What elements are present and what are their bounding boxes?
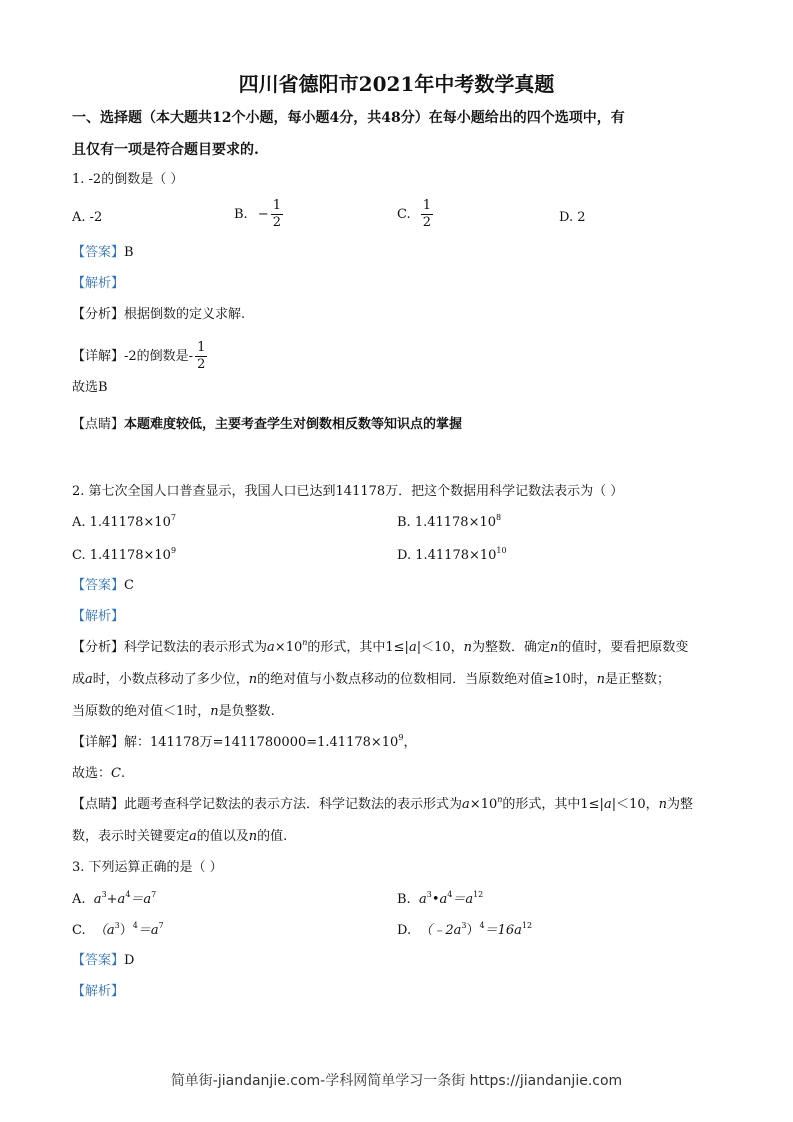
q1-option-b-fraction	[271, 198, 283, 231]
text: 故选：	[72, 766, 112, 781]
expr: ）	[466, 923, 480, 938]
text: 是正整数；	[604, 672, 670, 687]
exponent: 8	[496, 513, 502, 522]
q2-option-c	[72, 546, 176, 566]
expr: +a	[106, 892, 126, 907]
exponent: 4	[479, 921, 485, 930]
exponent: 4	[447, 890, 453, 899]
q2-dianjing-line2	[72, 827, 287, 847]
section-heading-line1: 一、选择题（本大题共12个小题，每小题4分，共48分）在每小题给出的四个选项中，有	[72, 110, 625, 126]
exponent: 3	[101, 890, 107, 899]
q1-option-c-fraction	[421, 198, 433, 231]
expr: ）	[119, 923, 133, 938]
text: 是负整数.	[218, 704, 275, 719]
fraction-numerator: 1	[272, 198, 282, 213]
exponent: 12	[473, 890, 484, 899]
fenxi-tag: 【分析】	[72, 640, 125, 655]
answer-tag: 【答案】	[72, 245, 125, 260]
exponent: 10	[496, 546, 507, 555]
expr: （a	[93, 923, 115, 938]
var-n: n	[658, 797, 668, 812]
text: 的值以及	[196, 829, 249, 844]
text: 的值时，要看把原数变	[558, 640, 689, 655]
q2-answer	[72, 576, 134, 596]
answer-value: B	[124, 245, 134, 260]
q3-answer	[72, 951, 134, 971]
xiangjie-tag: 【详解】	[72, 735, 125, 750]
fraction-denominator: 2	[197, 357, 206, 372]
q1-answer	[72, 243, 134, 263]
xiangjie-tag: 【详解】	[72, 349, 125, 364]
answer-tag: 【答案】	[72, 953, 125, 968]
var-a: a	[408, 640, 417, 655]
exponent: 3	[461, 921, 467, 930]
exponent: 3	[426, 890, 432, 899]
q2-stem: 2. 第七次全国人口普查显示，我国人口已达到141178万．把这个数据用科学记数法表示为（ ）	[72, 484, 624, 499]
dianjing-tag: 【点睛】	[72, 797, 125, 812]
text: |＜10，	[416, 640, 464, 655]
page-title: 四川省德阳市2021年中考数学真题	[238, 72, 555, 96]
q2-option-a	[72, 513, 176, 533]
var-n: n	[596, 672, 605, 687]
exponent: 9	[170, 546, 177, 555]
text: ×10	[469, 797, 498, 812]
option-label: C.	[72, 923, 86, 938]
var-n: n	[210, 704, 219, 719]
exponent: 3	[114, 921, 120, 930]
exponent: 4	[132, 921, 138, 930]
fraction-numerator: 1	[422, 198, 432, 213]
q1-fenxi	[72, 305, 245, 325]
q2-option-b-text: B. 1.41178×10	[397, 515, 497, 530]
expr: ＝16a	[484, 923, 522, 938]
q2-fenxi-line1	[72, 638, 688, 658]
q3-option-b	[397, 890, 483, 910]
footer-watermark: 简单街-jiandanjie.com-学科网简单学习一条街 https://jiandanjie.com	[170, 1073, 623, 1089]
q2-dianjing-line1	[72, 795, 693, 815]
q2-option-b	[397, 513, 501, 533]
option-label: A.	[72, 892, 86, 907]
q2-jiexi-tag: 【解析】	[72, 609, 125, 624]
q1-xiangjie	[72, 340, 209, 373]
q2-xiangjie	[72, 733, 416, 753]
q1-option-b-label: B.	[234, 207, 248, 222]
q1-option-c-label: C.	[397, 207, 411, 222]
var-a: a	[418, 892, 427, 907]
text: 为整	[667, 797, 694, 812]
text: ×10	[274, 640, 303, 655]
fenxi-text: 根据倒数的定义求解.	[124, 307, 246, 322]
text: 的形式，其中1≤|	[502, 797, 604, 812]
var-a: a	[189, 829, 197, 844]
q3-option-c	[72, 921, 164, 941]
q1-option-a: A. -2	[72, 210, 103, 225]
fraction-denominator: 2	[272, 215, 282, 230]
q1-dianjing	[72, 415, 462, 435]
text: 的形式，其中1≤|	[307, 640, 409, 655]
var-a: a	[462, 797, 470, 812]
exponent: 12	[521, 921, 533, 930]
q2-fenxi-line2	[72, 670, 670, 690]
q2-option-d-text: D. 1.41178×10	[397, 548, 497, 563]
section-heading-line2: 且仅有一项是符合题目要求的.	[72, 142, 259, 158]
option-label: B.	[397, 892, 411, 907]
q2-option-d	[397, 546, 507, 566]
var-n: n	[248, 672, 258, 687]
dianjing-tag: 【点睛】	[72, 417, 125, 432]
exponent: 7	[158, 921, 164, 930]
var-n: n	[248, 829, 258, 844]
q1-option-b-sign: −	[257, 207, 269, 222]
q3-option-d	[397, 921, 532, 941]
q3-jiexi-tag: 【解析】	[72, 984, 125, 999]
var-a: a	[603, 797, 612, 812]
text: |＜10，	[611, 797, 659, 812]
expr: •a	[431, 892, 448, 907]
expr: ＝a	[130, 892, 152, 907]
expr: ＝a	[137, 923, 159, 938]
exponent: 7	[151, 890, 157, 899]
q3-option-a	[72, 890, 156, 910]
xiangjie-text: -2的倒数是-	[124, 349, 194, 364]
q1-option-c	[397, 198, 435, 231]
q2-option-a-text: A. 1.41178×10	[72, 515, 171, 530]
q1-xiangjie-fraction	[195, 340, 207, 373]
fraction-numerator: 1	[197, 340, 206, 355]
option-label: D.	[397, 923, 412, 938]
q1-jiexi-tag: 【解析】	[72, 276, 125, 291]
text: 科学记数法的表示形式为	[124, 640, 268, 655]
text: 数，表示时关键要定	[72, 829, 190, 844]
q1-option-b	[234, 198, 285, 231]
fraction-denominator: 2	[422, 215, 432, 230]
q3-stem: 3. 下列运算正确的是（ ）	[72, 860, 223, 875]
text: ，	[403, 735, 417, 750]
q1-conclusion: 故选B	[72, 380, 108, 395]
exponent: 4	[125, 890, 131, 899]
q1-option-d: D. 2	[559, 210, 586, 225]
var-n: n	[550, 640, 559, 655]
text: 的绝对值与小数点移动的位数相同．当原数绝对值≥10时，	[257, 672, 597, 687]
fenxi-tag: 【分析】	[72, 307, 125, 322]
var-a: a	[267, 640, 275, 655]
text: 此题考查科学记数法的表示方法．科学记数法的表示形式为	[124, 797, 463, 812]
q2-option-c-text: C. 1.41178×10	[72, 548, 171, 563]
q2-fenxi-line3	[72, 702, 275, 722]
var-a: a	[85, 672, 93, 687]
expr: ＝a	[452, 892, 474, 907]
answer-value: C	[111, 766, 121, 781]
var-n: n	[302, 638, 308, 647]
text: 为整数．确定	[472, 640, 551, 655]
exponent: 7	[170, 513, 176, 522]
answer-value: D	[124, 953, 135, 968]
answer-tag: 【答案】	[72, 578, 125, 593]
exponent: 9	[398, 733, 404, 742]
text: 时，小数点移动了多少位，	[92, 672, 249, 687]
text: .	[120, 766, 126, 781]
q1-stem: 1. -2的倒数是（ ）	[72, 172, 184, 187]
expr: （﹣2a	[419, 923, 462, 938]
text: 成	[72, 672, 86, 687]
var-n: n	[497, 795, 503, 804]
text: 当原数的绝对值＜1时，	[72, 704, 211, 719]
text: 的值.	[257, 829, 288, 844]
xiangjie-text: 解：141178万=1411780000=1.41178×10	[124, 735, 399, 750]
var-n: n	[463, 640, 473, 655]
dianjing-text: 本题难度较低，主要考查学生对倒数相反数等知识点的掌握	[124, 417, 463, 432]
q2-conclusion	[72, 764, 125, 784]
var-a: a	[93, 892, 102, 907]
answer-value: C	[124, 578, 134, 593]
